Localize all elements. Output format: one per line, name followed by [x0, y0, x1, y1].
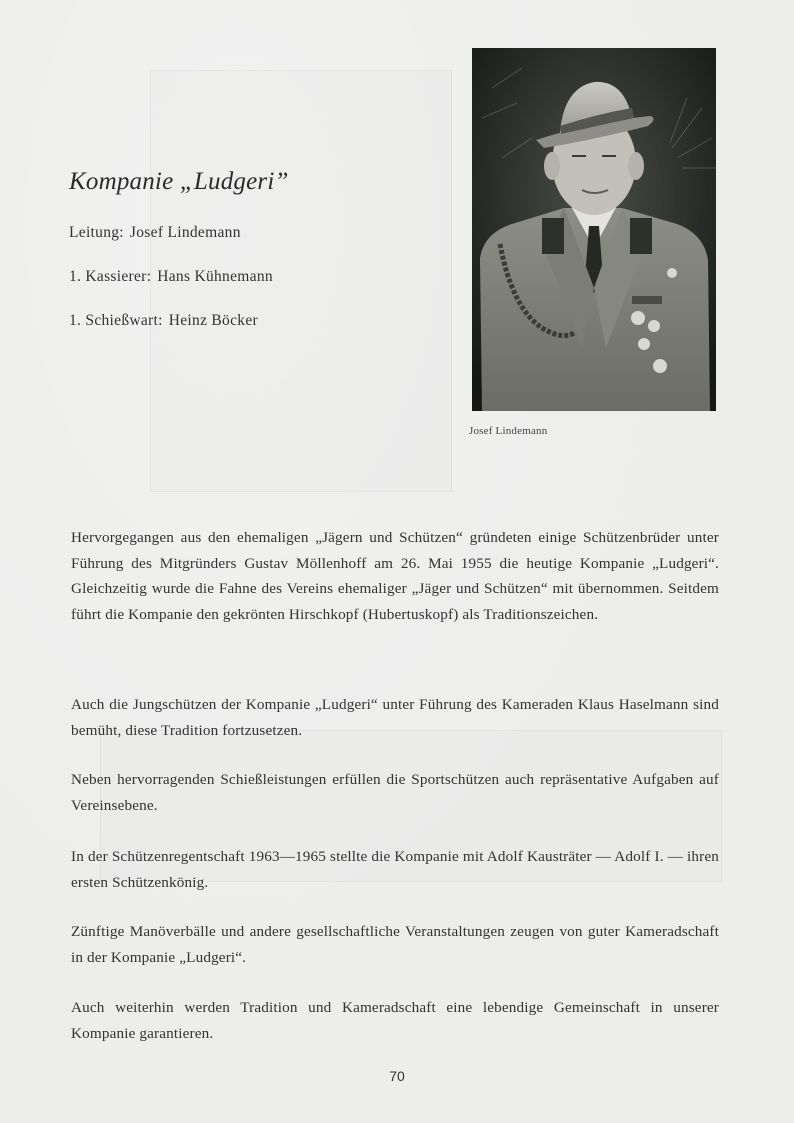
- paragraph: In der Schützenregentschaft 1963—1965 stellte die Kompanie mit Adolf Kausträter — Adolf I. — ihren ersten Schützenkönig.: [71, 848, 719, 891]
- collar-tab: [630, 218, 652, 254]
- ear: [544, 152, 560, 180]
- officer-name: Heinz Böcker: [168, 312, 258, 329]
- officer-name: Hans Kühnemann: [157, 268, 273, 285]
- ear: [628, 152, 644, 180]
- section-title: Kompanie „Ludgeri”: [69, 168, 289, 195]
- paragraph: Auch weiterhin werden Tradition und Kameradschaft eine lebendige Gemeinschaft in unserer Kompanie garantieren.: [71, 999, 719, 1042]
- officer-shooting-master: [69, 312, 258, 330]
- officer-leader: [69, 224, 241, 242]
- paragraph: Hervorgegangen aus den ehemaligen „Jägern und Schützen“ gründeten einige Schützenbrüder unter Führung des Mitgründers Gustav Möllenhoff am 26. Mai 1955 die heutige Kompanie „Ludgeri“. Gleichzeitig wurde die Fahne des Vereins ehemaliger „Jäger und Schützen“ mit übernommen. Seitdem führt die Kompanie den gekrönten Hirschkopf (Hubertuskopf) als Traditionszeichen.: [71, 529, 719, 623]
- paragraph: Auch die Jungschützen der Kompanie „Ludgeri“ unter Führung des Kameraden Klaus Haselmann sind bemüht, diese Tradition fortzusetzen.: [71, 696, 719, 739]
- portrait-illustration: [472, 48, 716, 411]
- page-number: 70: [389, 1068, 405, 1084]
- officer-treasurer: [69, 268, 273, 286]
- officer-role: Leitung:: [69, 224, 124, 241]
- portrait-photo: [472, 48, 716, 411]
- officer-role: 1. Kassierer:: [69, 268, 152, 285]
- collar-tab: [542, 218, 564, 254]
- officer-role: 1. Schießwart:: [69, 312, 163, 329]
- photo-caption: Josef Lindemann: [469, 425, 548, 437]
- officer-name: Josef Lindemann: [129, 224, 241, 241]
- paragraph: Zünftige Manöverbälle und andere gesellschaftliche Veranstaltungen zeugen von guter Kameradschaft in der Kompanie „Ludgeri“.: [71, 923, 719, 966]
- paragraph: Neben hervorragenden Schießleistungen erfüllen die Sportschützen auch repräsentative Aufgaben auf Vereinsebene.: [71, 771, 719, 814]
